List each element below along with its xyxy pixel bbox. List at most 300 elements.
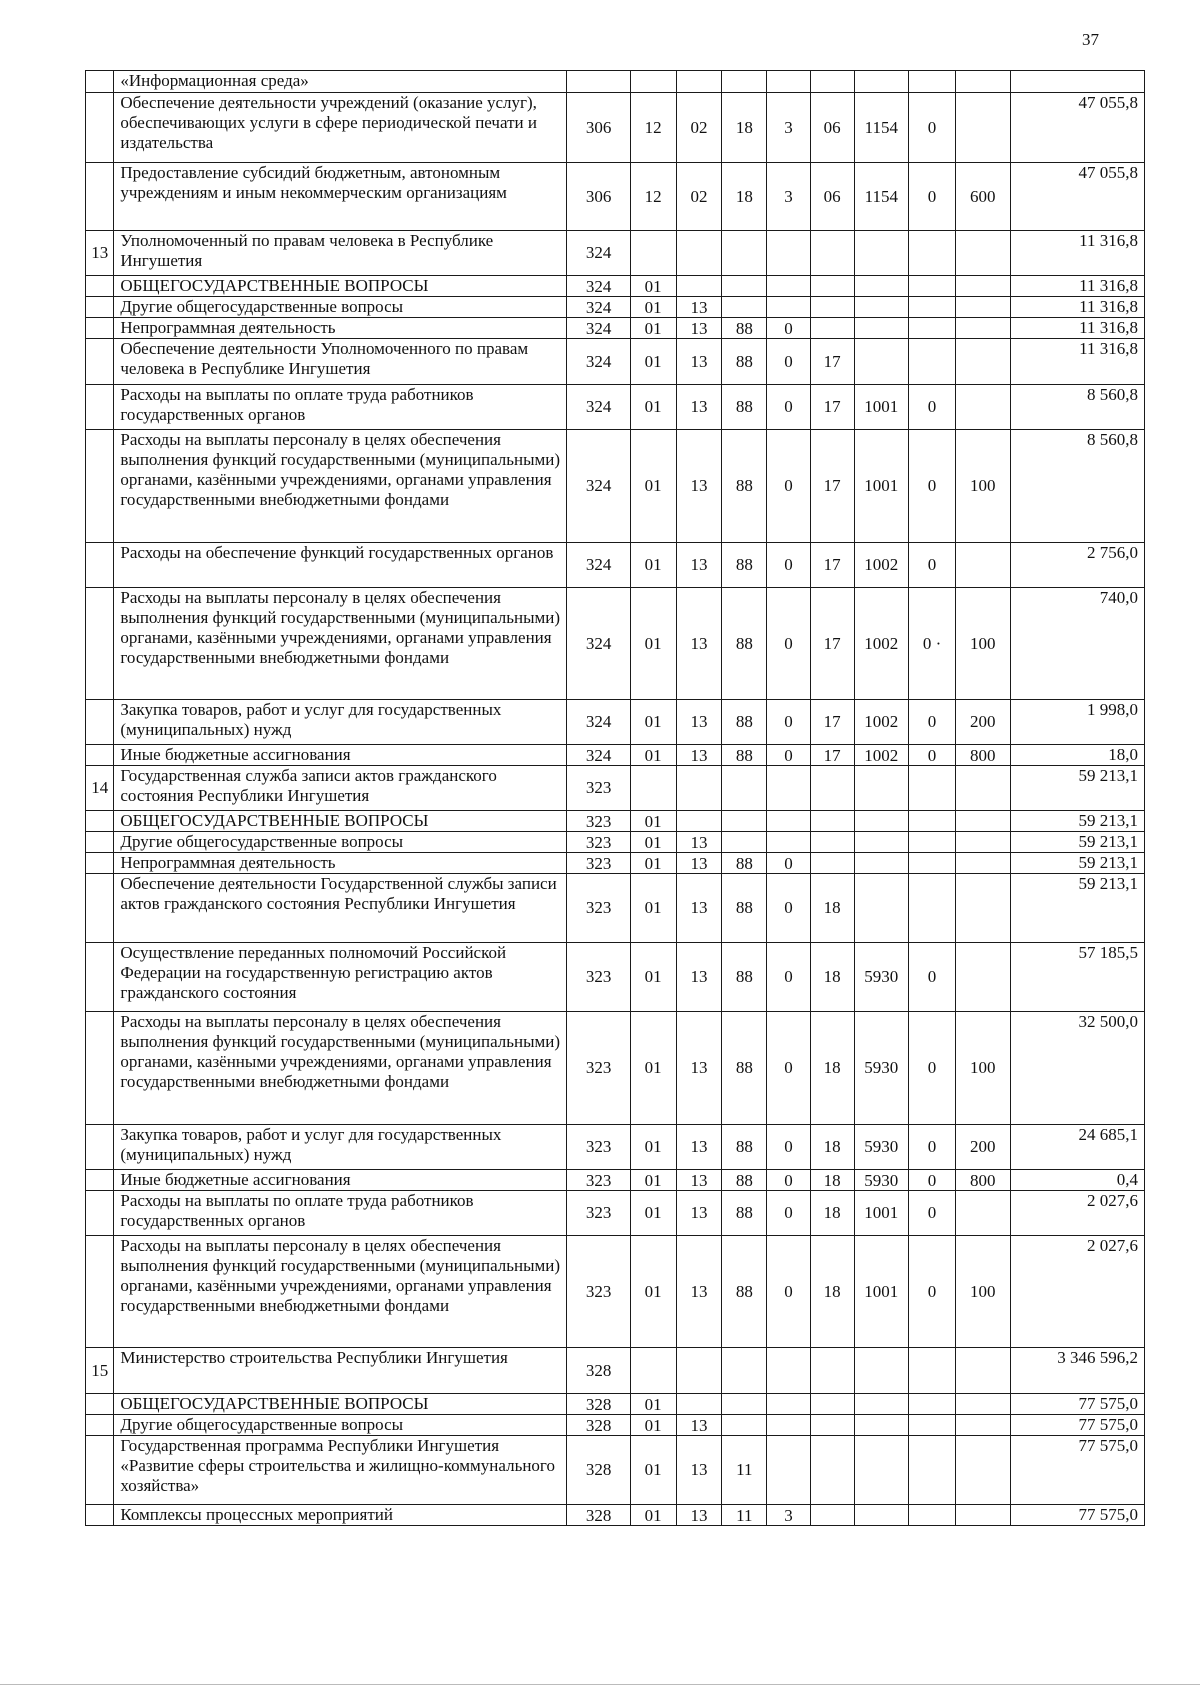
table-row: [86, 811, 1145, 832]
subprogram-code-cell: 0: [767, 745, 811, 766]
row-number-cell: [86, 339, 114, 385]
item-name-cell: Иные бюджетные ассигнования: [114, 1170, 567, 1191]
event-code-cell: 18: [810, 943, 854, 1012]
event-code-cell: 18: [810, 1236, 854, 1348]
ministry-code-cell: 306: [567, 163, 630, 231]
table-row: [86, 700, 1145, 745]
subsection-code-cell: 02: [676, 93, 722, 163]
table-row: [86, 588, 1145, 700]
amount-cell: 2 027,6: [1010, 1191, 1144, 1236]
subprogram-code-cell: 0: [767, 588, 811, 700]
budget-table: [85, 70, 1145, 1526]
section-code-cell: 01: [630, 1415, 676, 1436]
expense-type-code-cell: [956, 1505, 1011, 1526]
subsection-code-cell: 13: [676, 1125, 722, 1170]
amount-cell: 47 055,8: [1010, 93, 1144, 163]
expense-type-code-cell: [956, 811, 1011, 832]
row-number-cell: [86, 1236, 114, 1348]
section-code-cell: 01: [630, 1236, 676, 1348]
program-code-cell: 88: [722, 543, 767, 588]
subprogram-code-cell: 0: [767, 385, 811, 430]
direction-code-cell: [854, 1394, 909, 1415]
sub-direction-code-cell: 0: [909, 1012, 956, 1125]
expense-type-code-cell: [956, 297, 1011, 318]
row-number-cell: [86, 1436, 114, 1505]
table-body: [86, 71, 1145, 1526]
table-row: [86, 1415, 1145, 1436]
table-row: [86, 1012, 1145, 1125]
sub-direction-code-cell: [909, 231, 956, 276]
table-row: [86, 745, 1145, 766]
section-code-cell: 01: [630, 1125, 676, 1170]
sub-direction-code-cell: 0: [909, 745, 956, 766]
subprogram-code-cell: 3: [767, 93, 811, 163]
sub-direction-code-cell: 0: [909, 700, 956, 745]
event-code-cell: 18: [810, 1012, 854, 1125]
event-code-cell: 06: [810, 93, 854, 163]
amount-cell: 740,0: [1010, 588, 1144, 700]
expense-type-code-cell: [956, 832, 1011, 853]
table-row: [86, 1505, 1145, 1526]
item-name-cell: ОБЩЕГОСУДАРСТВЕННЫЕ ВОПРОСЫ: [114, 1394, 567, 1415]
table-row: [86, 943, 1145, 1012]
sub-direction-code-cell: 0: [909, 93, 956, 163]
sub-direction-code-cell: [909, 276, 956, 297]
item-name-cell: Расходы на выплаты персоналу в целях обеспечения выполнения функций государственными (муниципальными) органами, казёнными учреждениями, органами управления государственными внебюджетными фондами: [114, 588, 567, 700]
amount-cell: 1 998,0: [1010, 700, 1144, 745]
direction-code-cell: 1001: [854, 1236, 909, 1348]
expense-type-code-cell: [956, 318, 1011, 339]
program-code-cell: 88: [722, 588, 767, 700]
amount-cell: 59 213,1: [1010, 874, 1144, 943]
scan-edge-line: [0, 1684, 1200, 1685]
item-name-cell: Предоставление субсидий бюджетным, автономным учреждениям и иным некоммерческим организациям: [114, 163, 567, 231]
expense-type-code-cell: 600: [956, 163, 1011, 231]
expense-type-code-cell: 100: [956, 1236, 1011, 1348]
sub-direction-code-cell: [909, 297, 956, 318]
table-row: [86, 1191, 1145, 1236]
item-name-cell: Обеспечение деятельности Уполномоченного по правам человека в Республике Ингушетия: [114, 339, 567, 385]
event-code-cell: [810, 297, 854, 318]
row-number-cell: [86, 1505, 114, 1526]
item-name-cell: Другие общегосударственные вопросы: [114, 832, 567, 853]
row-number-cell: [86, 1170, 114, 1191]
sub-direction-code-cell: [909, 1394, 956, 1415]
amount-cell: 77 575,0: [1010, 1415, 1144, 1436]
direction-code-cell: [854, 297, 909, 318]
subprogram-code-cell: 0: [767, 700, 811, 745]
program-code-cell: 11: [722, 1436, 767, 1505]
subsection-code-cell: 13: [676, 1191, 722, 1236]
row-number-cell: [86, 588, 114, 700]
expense-type-code-cell: 100: [956, 1012, 1011, 1125]
sub-direction-code-cell: [909, 766, 956, 811]
subprogram-code-cell: 3: [767, 163, 811, 231]
table-row: [86, 297, 1145, 318]
ministry-code-cell: 328: [567, 1415, 630, 1436]
direction-code-cell: [854, 339, 909, 385]
subprogram-code-cell: [767, 1394, 811, 1415]
section-code-cell: 01: [630, 700, 676, 745]
subsection-code-cell: 13: [676, 1012, 722, 1125]
subprogram-code-cell: [767, 811, 811, 832]
row-number-cell: 14: [86, 766, 114, 811]
expense-type-code-cell: 200: [956, 1125, 1011, 1170]
direction-code-cell: 5930: [854, 1125, 909, 1170]
row-number-cell: 13: [86, 231, 114, 276]
event-code-cell: [810, 832, 854, 853]
program-code-cell: 88: [722, 1236, 767, 1348]
sub-direction-code-cell: 0: [909, 1170, 956, 1191]
item-name-cell: Расходы на выплаты персоналу в целях обеспечения выполнения функций государственными (муниципальными) органами, казёнными учреждениями, органами управления государственными внебюджетными фондами: [114, 430, 567, 543]
subprogram-code-cell: 0: [767, 943, 811, 1012]
event-code-cell: 17: [810, 339, 854, 385]
program-code-cell: [722, 1348, 767, 1394]
row-number-cell: [86, 1125, 114, 1170]
section-code-cell: 01: [630, 276, 676, 297]
table-row: [86, 1436, 1145, 1505]
ministry-code-cell: 323: [567, 853, 630, 874]
expense-type-code-cell: [956, 339, 1011, 385]
direction-code-cell: 1002: [854, 543, 909, 588]
sub-direction-code-cell: [909, 1436, 956, 1505]
expense-type-code-cell: [956, 71, 1011, 93]
subprogram-code-cell: [767, 1348, 811, 1394]
table-row: [86, 766, 1145, 811]
subsection-code-cell: [676, 1394, 722, 1415]
amount-cell: 2 027,6: [1010, 1236, 1144, 1348]
subprogram-code-cell: [767, 1436, 811, 1505]
subsection-code-cell: [676, 811, 722, 832]
expense-type-code-cell: [956, 1348, 1011, 1394]
section-code-cell: 01: [630, 1436, 676, 1505]
event-code-cell: [810, 1505, 854, 1526]
event-code-cell: 18: [810, 1191, 854, 1236]
item-name-cell: Непрограммная деятельность: [114, 853, 567, 874]
section-code-cell: [630, 231, 676, 276]
subprogram-code-cell: 0: [767, 1125, 811, 1170]
ministry-code-cell: 323: [567, 832, 630, 853]
row-number-cell: [86, 700, 114, 745]
table-row: [86, 1394, 1145, 1415]
event-code-cell: 17: [810, 588, 854, 700]
ministry-code-cell: 306: [567, 93, 630, 163]
amount-cell: 24 685,1: [1010, 1125, 1144, 1170]
subsection-code-cell: 13: [676, 853, 722, 874]
direction-code-cell: [854, 1505, 909, 1526]
table-row: [86, 1125, 1145, 1170]
section-code-cell: 01: [630, 339, 676, 385]
table-row: [86, 93, 1145, 163]
subsection-code-cell: 13: [676, 1415, 722, 1436]
subprogram-code-cell: [767, 1415, 811, 1436]
amount-cell: 11 316,8: [1010, 276, 1144, 297]
row-number-cell: [86, 1394, 114, 1415]
ministry-code-cell: 324: [567, 543, 630, 588]
subprogram-code-cell: 0: [767, 874, 811, 943]
ministry-code-cell: 324: [567, 700, 630, 745]
amount-cell: 18,0: [1010, 745, 1144, 766]
expense-type-code-cell: 800: [956, 745, 1011, 766]
event-code-cell: [810, 71, 854, 93]
ministry-code-cell: 323: [567, 1191, 630, 1236]
direction-code-cell: 1002: [854, 700, 909, 745]
sub-direction-code-cell: 0: [909, 1191, 956, 1236]
section-code-cell: 01: [630, 430, 676, 543]
section-code-cell: 01: [630, 588, 676, 700]
row-number-cell: [86, 853, 114, 874]
item-name-cell: Расходы на обеспечение функций государственных органов: [114, 543, 567, 588]
item-name-cell: Расходы на выплаты по оплате труда работников государственных органов: [114, 385, 567, 430]
row-number-cell: [86, 943, 114, 1012]
subprogram-code-cell: [767, 71, 811, 93]
program-code-cell: [722, 766, 767, 811]
table-row: [86, 163, 1145, 231]
expense-type-code-cell: [956, 943, 1011, 1012]
item-name-cell: Закупка товаров, работ и услуг для государственных (муниципальных) нужд: [114, 700, 567, 745]
ministry-code-cell: 323: [567, 874, 630, 943]
subsection-code-cell: [676, 231, 722, 276]
event-code-cell: 18: [810, 874, 854, 943]
ministry-code-cell: 323: [567, 811, 630, 832]
section-code-cell: 01: [630, 297, 676, 318]
subsection-code-cell: 13: [676, 1236, 722, 1348]
sub-direction-code-cell: 0: [909, 163, 956, 231]
row-number-cell: [86, 832, 114, 853]
table-row: [86, 339, 1145, 385]
expense-type-code-cell: [956, 1436, 1011, 1505]
direction-code-cell: [854, 811, 909, 832]
row-number-cell: [86, 297, 114, 318]
section-code-cell: 01: [630, 811, 676, 832]
program-code-cell: [722, 1394, 767, 1415]
ministry-code-cell: 323: [567, 1170, 630, 1191]
sub-direction-code-cell: [909, 874, 956, 943]
direction-code-cell: [854, 1436, 909, 1505]
amount-cell: [1010, 71, 1144, 93]
item-name-cell: Министерство строительства Республики Ингушетия: [114, 1348, 567, 1394]
program-code-cell: [722, 832, 767, 853]
section-code-cell: 01: [630, 1191, 676, 1236]
item-name-cell: Другие общегосударственные вопросы: [114, 297, 567, 318]
subsection-code-cell: 13: [676, 339, 722, 385]
amount-cell: 0,4: [1010, 1170, 1144, 1191]
expense-type-code-cell: 800: [956, 1170, 1011, 1191]
item-name-cell: Расходы на выплаты по оплате труда работников государственных органов: [114, 1191, 567, 1236]
item-name-cell: Государственная программа Республики Ингушетия «Развитие сферы строительства и жилищно-коммунального хозяйства»: [114, 1436, 567, 1505]
subsection-code-cell: 13: [676, 874, 722, 943]
subprogram-code-cell: [767, 276, 811, 297]
table-row: [86, 874, 1145, 943]
row-number-cell: [86, 1191, 114, 1236]
sub-direction-code-cell: 0 ·: [909, 588, 956, 700]
table-row: [86, 385, 1145, 430]
ministry-code-cell: 323: [567, 1236, 630, 1348]
program-code-cell: [722, 231, 767, 276]
event-code-cell: 18: [810, 1170, 854, 1191]
section-code-cell: 01: [630, 1170, 676, 1191]
amount-cell: 3 346 596,2: [1010, 1348, 1144, 1394]
program-code-cell: [722, 811, 767, 832]
amount-cell: 77 575,0: [1010, 1436, 1144, 1505]
ministry-code-cell: [567, 71, 630, 93]
amount-cell: 59 213,1: [1010, 811, 1144, 832]
event-code-cell: 17: [810, 385, 854, 430]
sub-direction-code-cell: 0: [909, 943, 956, 1012]
event-code-cell: [810, 1348, 854, 1394]
subprogram-code-cell: 0: [767, 853, 811, 874]
direction-code-cell: [854, 832, 909, 853]
subsection-code-cell: 13: [676, 318, 722, 339]
ministry-code-cell: 323: [567, 766, 630, 811]
amount-cell: 59 213,1: [1010, 853, 1144, 874]
sub-direction-code-cell: [909, 1505, 956, 1526]
program-code-cell: 88: [722, 943, 767, 1012]
section-code-cell: 01: [630, 385, 676, 430]
table-row: [86, 1348, 1145, 1394]
direction-code-cell: 1002: [854, 588, 909, 700]
subprogram-code-cell: 0: [767, 1012, 811, 1125]
subsection-code-cell: 13: [676, 745, 722, 766]
item-name-cell: Закупка товаров, работ и услуг для государственных (муниципальных) нужд: [114, 1125, 567, 1170]
row-number-cell: [86, 745, 114, 766]
table-row: [86, 71, 1145, 93]
event-code-cell: 18: [810, 1125, 854, 1170]
item-name-cell: Непрограммная деятельность: [114, 318, 567, 339]
subsection-code-cell: 13: [676, 1170, 722, 1191]
sub-direction-code-cell: [909, 853, 956, 874]
event-code-cell: [810, 1415, 854, 1436]
program-code-cell: 88: [722, 1170, 767, 1191]
program-code-cell: 88: [722, 745, 767, 766]
section-code-cell: 01: [630, 853, 676, 874]
program-code-cell: 88: [722, 1191, 767, 1236]
table-row: [86, 543, 1145, 588]
event-code-cell: 06: [810, 163, 854, 231]
ministry-code-cell: 324: [567, 297, 630, 318]
direction-code-cell: 5930: [854, 1170, 909, 1191]
row-number-cell: [86, 1415, 114, 1436]
program-code-cell: 88: [722, 339, 767, 385]
subsection-code-cell: 13: [676, 385, 722, 430]
row-number-cell: [86, 276, 114, 297]
program-code-cell: [722, 297, 767, 318]
table-row: [86, 231, 1145, 276]
sub-direction-code-cell: 0: [909, 1236, 956, 1348]
section-code-cell: 01: [630, 1394, 676, 1415]
direction-code-cell: 1001: [854, 385, 909, 430]
program-code-cell: 18: [722, 93, 767, 163]
direction-code-cell: [854, 1415, 909, 1436]
subsection-code-cell: 13: [676, 1505, 722, 1526]
expense-type-code-cell: [956, 853, 1011, 874]
direction-code-cell: [854, 874, 909, 943]
amount-cell: 47 055,8: [1010, 163, 1144, 231]
row-number-cell: [86, 811, 114, 832]
ministry-code-cell: 328: [567, 1436, 630, 1505]
program-code-cell: [722, 71, 767, 93]
section-code-cell: 01: [630, 1505, 676, 1526]
direction-code-cell: [854, 853, 909, 874]
direction-code-cell: 1001: [854, 430, 909, 543]
subsection-code-cell: [676, 766, 722, 811]
program-code-cell: 88: [722, 1012, 767, 1125]
subprogram-code-cell: 0: [767, 430, 811, 543]
amount-cell: 11 316,8: [1010, 318, 1144, 339]
sub-direction-code-cell: 0: [909, 430, 956, 543]
subsection-code-cell: [676, 71, 722, 93]
item-name-cell: Обеспечение деятельности учреждений (оказание услуг), обеспечивающих услуги в сфере периодической печати и издательства: [114, 93, 567, 163]
ministry-code-cell: 324: [567, 231, 630, 276]
section-code-cell: 01: [630, 543, 676, 588]
program-code-cell: 88: [722, 853, 767, 874]
item-name-cell: Другие общегосударственные вопросы: [114, 1415, 567, 1436]
amount-cell: 8 560,8: [1010, 430, 1144, 543]
event-code-cell: 17: [810, 430, 854, 543]
row-number-cell: [86, 71, 114, 93]
amount-cell: 2 756,0: [1010, 543, 1144, 588]
ministry-code-cell: 324: [567, 276, 630, 297]
amount-cell: 57 185,5: [1010, 943, 1144, 1012]
section-code-cell: 01: [630, 318, 676, 339]
program-code-cell: 88: [722, 385, 767, 430]
expense-type-code-cell: 100: [956, 430, 1011, 543]
subprogram-code-cell: 0: [767, 543, 811, 588]
item-name-cell: ОБЩЕГОСУДАРСТВЕННЫЕ ВОПРОСЫ: [114, 811, 567, 832]
table-row: [86, 853, 1145, 874]
row-number-cell: [86, 93, 114, 163]
section-code-cell: 01: [630, 745, 676, 766]
subsection-code-cell: 13: [676, 543, 722, 588]
subprogram-code-cell: 0: [767, 318, 811, 339]
ministry-code-cell: 324: [567, 430, 630, 543]
row-number-cell: [86, 1012, 114, 1125]
event-code-cell: 17: [810, 700, 854, 745]
expense-type-code-cell: [956, 766, 1011, 811]
subsection-code-cell: 13: [676, 588, 722, 700]
subsection-code-cell: 13: [676, 297, 722, 318]
event-code-cell: [810, 1436, 854, 1505]
event-code-cell: [810, 276, 854, 297]
subprogram-code-cell: 0: [767, 1170, 811, 1191]
item-name-cell: «Информационная среда»: [114, 71, 567, 93]
subsection-code-cell: 13: [676, 832, 722, 853]
ministry-code-cell: 328: [567, 1394, 630, 1415]
sub-direction-code-cell: [909, 318, 956, 339]
event-code-cell: [810, 853, 854, 874]
direction-code-cell: 5930: [854, 943, 909, 1012]
expense-type-code-cell: 100: [956, 588, 1011, 700]
event-code-cell: [810, 318, 854, 339]
direction-code-cell: [854, 1348, 909, 1394]
sub-direction-code-cell: 0: [909, 543, 956, 588]
sub-direction-code-cell: [909, 1415, 956, 1436]
item-name-cell: ОБЩЕГОСУДАРСТВЕННЫЕ ВОПРОСЫ: [114, 276, 567, 297]
direction-code-cell: [854, 766, 909, 811]
event-code-cell: [810, 231, 854, 276]
ministry-code-cell: 324: [567, 745, 630, 766]
table-row: [86, 276, 1145, 297]
sub-direction-code-cell: [909, 71, 956, 93]
ministry-code-cell: 323: [567, 1012, 630, 1125]
ministry-code-cell: 328: [567, 1505, 630, 1526]
sub-direction-code-cell: 0: [909, 385, 956, 430]
expense-type-code-cell: [956, 231, 1011, 276]
direction-code-cell: 1154: [854, 163, 909, 231]
row-number-cell: [86, 543, 114, 588]
section-code-cell: 01: [630, 1012, 676, 1125]
item-name-cell: Иные бюджетные ассигнования: [114, 745, 567, 766]
